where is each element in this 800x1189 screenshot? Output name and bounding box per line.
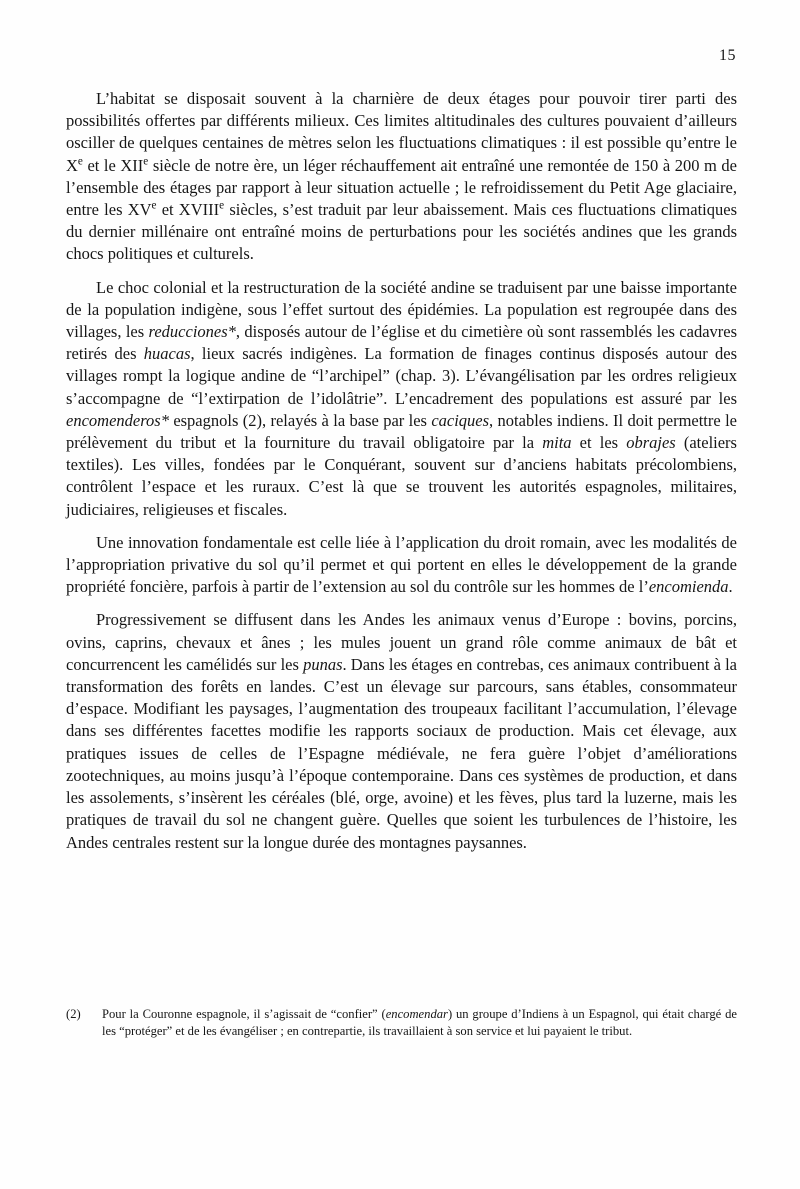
text-segment: encomienda bbox=[648, 577, 729, 597]
text-segment: Pour la Couronne espagnole, il s’agissait de “confier” ( bbox=[102, 1007, 386, 1021]
text-segment: et XVIII bbox=[156, 200, 220, 220]
text-segment: . bbox=[728, 577, 733, 597]
paragraph bbox=[66, 532, 737, 599]
footnote-text bbox=[102, 1007, 737, 1038]
text-segment: e bbox=[77, 155, 83, 168]
text-segment: , disposés autour de l’église et du cimetière où sont rassemblés les cadavres retirés des bbox=[66, 322, 738, 364]
text-segment: e bbox=[143, 155, 149, 168]
text-segment: L’habitat se disposait souvent à la charnière de deux étages pour pouvoir tirer parti des possibilités offertes par différents milieux. Ces limites altitudinales des cultures pouvaient d’ailleurs osciller de quelques centaines de mètres selon les fluctuations climatiques : il est possible qu’entre le X bbox=[66, 89, 737, 175]
text-segment: , lieux sacrés indigènes. La formation de finages continus disposés autour des villages rompt la logique andine de “l’archipel” (chap. 3). L’évangélisation par les ordres religieux s’accompagne de “l’extirpation de l’idolâtrie”. L’encadrement des populations est assuré par les bbox=[66, 344, 737, 408]
text-segment: reducciones* bbox=[148, 322, 236, 342]
body-text-container bbox=[66, 88, 737, 865]
text-segment: ) un groupe d’Indiens à un Espagnol, qui était chargé de les “protéger” et de les évangéliser ; en contrepartie, ils travaillaient à son service et lui payaient le tribut. bbox=[102, 1007, 737, 1038]
text-segment: Progressivement se diffusent dans les Andes les animaux venus d’Europe : bovins, porcins, ovins, caprins, chevaux et ânes ; les mules jouent un grand rôle comme animaux de bât et concurrencent les camélidés sur les bbox=[66, 610, 737, 674]
text-segment: encomenderos* bbox=[66, 410, 169, 430]
text-segment: caciques bbox=[431, 410, 490, 430]
text-segment: encomendar bbox=[385, 1007, 448, 1021]
paragraph bbox=[66, 88, 737, 266]
text-segment: . Dans les étages en contrebas, ces animaux contribuent à la transformation des forêts en landes. C’est un élevage sur parcours, sans étables, consommateur d’espace. Modifiant les paysages, l’augmentation des troupeaux facilitant l’accumulation, l’élevage dans ses différentes facettes modifie les rapports sociaux de production. Mais cet élevage, aux pratiques issues de celles de l’Espagne médiévale, ne fera guère l’objet d’améliorations zootechniques, au moins jusqu’à l’époque contemporaine. Dans ces systèmes de production, et dans les assolements, s’insèrent les céréales (blé, orge, avoine) et les fèves, plus tard la luzerne, mais les pratiques de travail du sol ne changent guère. Quelles que soient les turbulences de l’histoire, les Andes centrales restent sur la longue durée des montagnes paysannes. bbox=[66, 654, 737, 852]
paragraph bbox=[66, 609, 737, 853]
text-segment: siècles, s’est traduit par leur abaissement. Mais ces fluctuations climatiques du dernier millénaire ont entraîné moins de perturbations pour les sociétés andines que les grands chocs politiques et culturels. bbox=[66, 200, 738, 264]
text-segment: Le choc colonial et la restructuration de la société andine se traduisent par une baisse importante de la population indigène, sous l’effet surtout des épidémies. La population est regroupée dans des villages, les bbox=[66, 277, 737, 342]
text-segment: , notables indiens. Il doit permettre le prélèvement du tribut et la fourniture du travail obligatoire par la bbox=[66, 410, 737, 453]
text-segment: et le XII bbox=[82, 155, 144, 175]
text-segment: e bbox=[219, 199, 225, 212]
text-segment: huacas bbox=[143, 344, 191, 364]
footnote-marker: (2) bbox=[66, 1007, 81, 1021]
text-segment: punas bbox=[303, 654, 343, 674]
page-number: 15 bbox=[719, 47, 736, 64]
paragraph bbox=[66, 277, 737, 521]
text-segment: siècle de notre ère, un léger réchauffement ait entraîné une remontée de 150 à 200 m de l’ensemble des étages par rapport à leur situation actuelle ; le refroidissement du Petit Age glaciaire, entre les XV bbox=[66, 155, 737, 220]
text-segment: mita bbox=[542, 433, 572, 453]
text-segment: e bbox=[151, 199, 157, 212]
text-segment: obrajes bbox=[626, 433, 676, 453]
text-segment: Une innovation fondamentale est celle liée à l’application du droit romain, avec les modalités de l’appropriation privative du sol qu’il permet et qui portent en elles le développement de la grande propriété foncière, parfois à partir de l’extension au sol du contrôle sur les hommes de l’ bbox=[66, 532, 737, 597]
footnote bbox=[66, 1006, 737, 1040]
text-segment: et les bbox=[571, 433, 627, 453]
text-segment: (ateliers textiles). Les villes, fondées par le Conquérant, souvent sur d’anciens habitats précolombiens, contrôlent l’espace et les ruraux. C’est là que se trouvent les autorités espagnoles, militaires, judiciaires, religieuses et fiscales. bbox=[66, 433, 737, 519]
text-segment: espagnols (2), relayés à la base par les bbox=[168, 410, 432, 430]
